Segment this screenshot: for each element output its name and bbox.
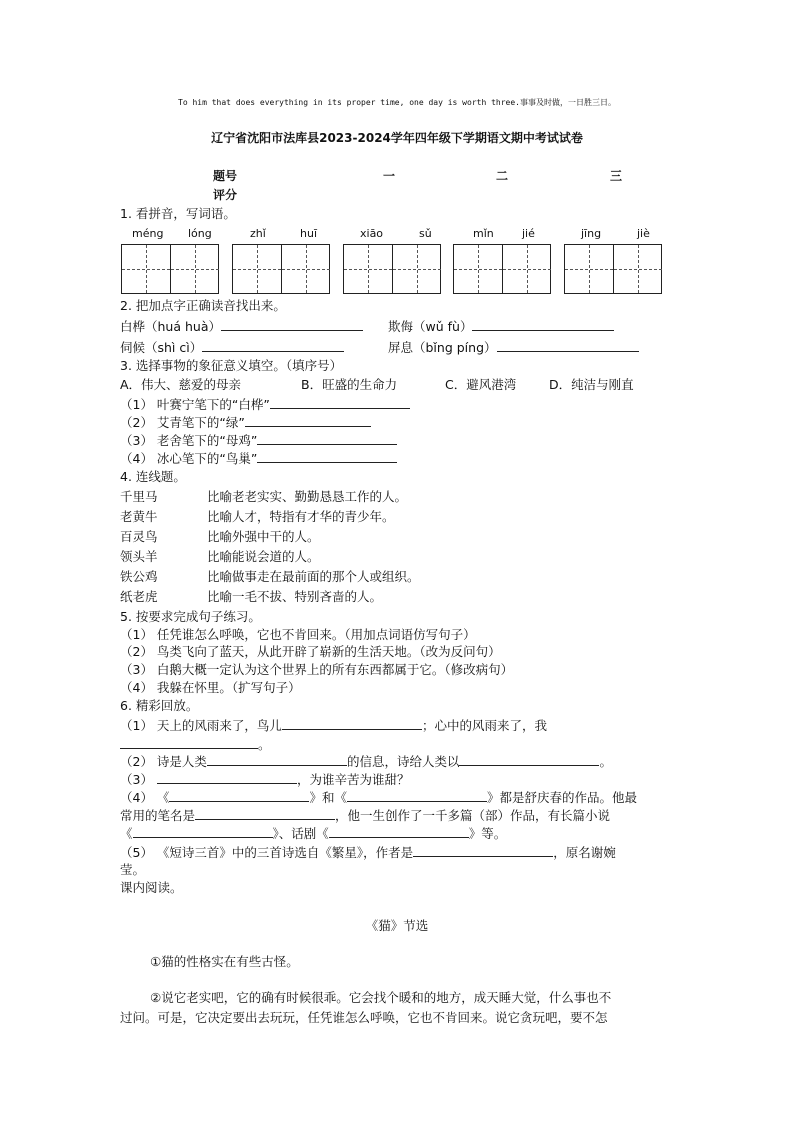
- exam-title: 辽宁省沈阳市法库县2023-2024学年四年级下学期语文期中考试试卷: [211, 131, 583, 145]
- answer-blank[interactable]: [497, 339, 639, 352]
- q5-item: （4） 我躲在怀里。（扩写句子）: [120, 680, 301, 695]
- writing-grid-3[interactable]: [343, 244, 441, 294]
- reading-paragraph-2-line-2: 过问。可是，它决定要出去玩玩，任凭谁怎么呼唤，它也不肯回来。说它贪玩吧，要不怎: [120, 1010, 608, 1025]
- q3-item: （2） 艾青笔下的“绿”: [120, 414, 371, 431]
- answer-blank[interactable]: [120, 736, 258, 749]
- answer-blank[interactable]: [169, 789, 309, 802]
- q4-right-item[interactable]: 比喻外强中干的人。: [207, 529, 320, 544]
- answer-blank[interactable]: [207, 753, 347, 766]
- q3-item: （4） 冰心笔下的“鸟巢”: [120, 450, 397, 467]
- pinyin: méng: [132, 227, 164, 240]
- pinyin: xiāo: [360, 227, 384, 240]
- q5-item: （1） 任凭谁怎么呼唤，它也不肯回来。（用加点词语仿写句子）: [120, 627, 476, 642]
- q4-left-item[interactable]: 领头羊: [120, 549, 158, 564]
- answer-blank[interactable]: [195, 807, 335, 820]
- q2-item: 欺侮（wǔ fù）: [388, 318, 614, 335]
- reading-paragraph-1: ①猫的性格实在有些古怪。: [150, 954, 299, 969]
- q3-option-c: C．避风港湾: [445, 377, 517, 392]
- q6-line: 常用的笔名是 ，他一生创作了一千多篇（部）作品，有长篇小说: [120, 808, 611, 823]
- answer-blank[interactable]: [329, 825, 469, 838]
- score-col-3: 三: [610, 169, 623, 183]
- answer-blank[interactable]: [245, 414, 371, 427]
- reading-passage-title: 《猫》节选: [365, 918, 429, 933]
- score-row-label: 题号: [213, 169, 238, 183]
- q6-line: 莹。: [120, 862, 146, 877]
- answer-blank[interactable]: [133, 825, 273, 838]
- q4-right-item[interactable]: 比喻老老实实、勤勤恳恳工作的人。: [207, 489, 408, 504]
- q4-right-item[interactable]: 比喻一毛不拔、特别吝啬的人。: [207, 589, 383, 604]
- score-row-label-2: 评分: [213, 188, 238, 202]
- pinyin: huī: [300, 227, 317, 240]
- question-6-title: 6. 精彩回放。: [120, 698, 199, 713]
- q4-left-item[interactable]: 铁公鸡: [120, 569, 158, 584]
- question-3-title: 3. 选择事物的象征意义填空。（填序号）: [120, 358, 343, 373]
- q2-item: 屏息（bǐng píng）: [388, 339, 639, 356]
- pinyin: zhǐ: [250, 227, 266, 240]
- q6-line: （1） 天上的风雨来了，鸟儿 ；心中的风雨来了，我: [120, 718, 547, 733]
- answer-blank[interactable]: [459, 753, 599, 766]
- q5-item: （2） 鸟类飞向了蓝天，从此开辟了崭新的生活天地。（改为反问句）: [120, 644, 501, 659]
- question-5-title: 5. 按要求完成句子练习。: [120, 609, 261, 624]
- pinyin: sǔ: [419, 227, 432, 240]
- q2-item: 白桦（huá huà）: [120, 318, 363, 335]
- writing-grid-2[interactable]: [232, 244, 330, 294]
- q6-line: 。: [120, 736, 271, 753]
- q6-line: （5） 《短诗三首》中的三首诗选自《繁星》，作者是 ，原名谢婉: [120, 845, 616, 860]
- q2-item: 伺候（shì cì）: [120, 339, 344, 356]
- question-4-title: 4. 连线题。: [120, 469, 186, 484]
- q3-item: （1） 叶赛宁笔下的“白桦”: [120, 396, 410, 413]
- writing-grid-4[interactable]: [453, 244, 551, 294]
- score-col-2: 二: [496, 169, 509, 183]
- pinyin: lóng: [188, 227, 212, 240]
- pinyin: jié: [522, 227, 535, 240]
- q3-option-d: D．纯洁与刚直: [549, 377, 634, 392]
- q4-left-item[interactable]: 百灵鸟: [120, 529, 158, 544]
- answer-blank[interactable]: [202, 339, 344, 352]
- q6-line: 《 》、话剧《 》等。: [120, 826, 507, 841]
- writing-grid-5[interactable]: [564, 244, 662, 294]
- answer-blank[interactable]: [413, 844, 553, 857]
- answer-blank[interactable]: [257, 432, 397, 445]
- q4-right-item[interactable]: 比喻能说会道的人。: [207, 549, 320, 564]
- q4-right-item[interactable]: 比喻人才，特指有才华的青少年。: [207, 509, 395, 524]
- question-1-title: 1. 看拼音，写词语。: [120, 206, 236, 221]
- pinyin: mǐn: [473, 227, 494, 240]
- q6-line: （3） ，为谁辛苦为谁甜？: [120, 772, 410, 787]
- pinyin: jīng: [581, 227, 602, 240]
- q5-item: （3） 白鹅大概一定认为这个世界上的所有东西都属于它。（修改病句）: [120, 662, 514, 677]
- q4-left-item[interactable]: 千里马: [120, 489, 158, 504]
- reading-section-label: 课内阅读。: [120, 880, 183, 895]
- q3-option-b: B．旺盛的生命力: [301, 377, 398, 392]
- answer-blank[interactable]: [347, 789, 487, 802]
- q4-left-item[interactable]: 纸老虎: [120, 589, 158, 604]
- answer-blank[interactable]: [257, 450, 397, 463]
- pinyin: jiè: [637, 227, 650, 240]
- q3-item: （3） 老舍笔下的“母鸡”: [120, 432, 397, 449]
- answer-blank[interactable]: [221, 318, 363, 331]
- page-header-quote: To him that does everything in its proper time, one day is worth three.事事及时做，一日胜三日。: [178, 98, 616, 107]
- q6-line: （4） 《 》和《 》都是舒庆春的作品。他最: [120, 790, 637, 805]
- q4-right-item[interactable]: 比喻做事走在最前面的那个人或组织。: [207, 569, 420, 584]
- q4-left-item[interactable]: 老黄牛: [120, 509, 158, 524]
- answer-blank[interactable]: [157, 771, 297, 784]
- score-col-1: 一: [383, 169, 396, 183]
- q6-line: （2） 诗是人类 的信息，诗给人类以 。: [120, 754, 612, 769]
- answer-blank[interactable]: [270, 396, 410, 409]
- q3-option-a: A．伟大、慈爱的母亲: [120, 377, 242, 392]
- answer-blank[interactable]: [282, 717, 422, 730]
- reading-paragraph-2-line-1: ②说它老实吧，它的确有时候很乖。它会找个暖和的地方，成天睡大觉，什么事也不: [150, 990, 612, 1005]
- writing-grid-1[interactable]: [121, 244, 219, 294]
- answer-blank[interactable]: [472, 318, 614, 331]
- question-2-title: 2. 把加点字正确读音找出来。: [120, 298, 286, 313]
